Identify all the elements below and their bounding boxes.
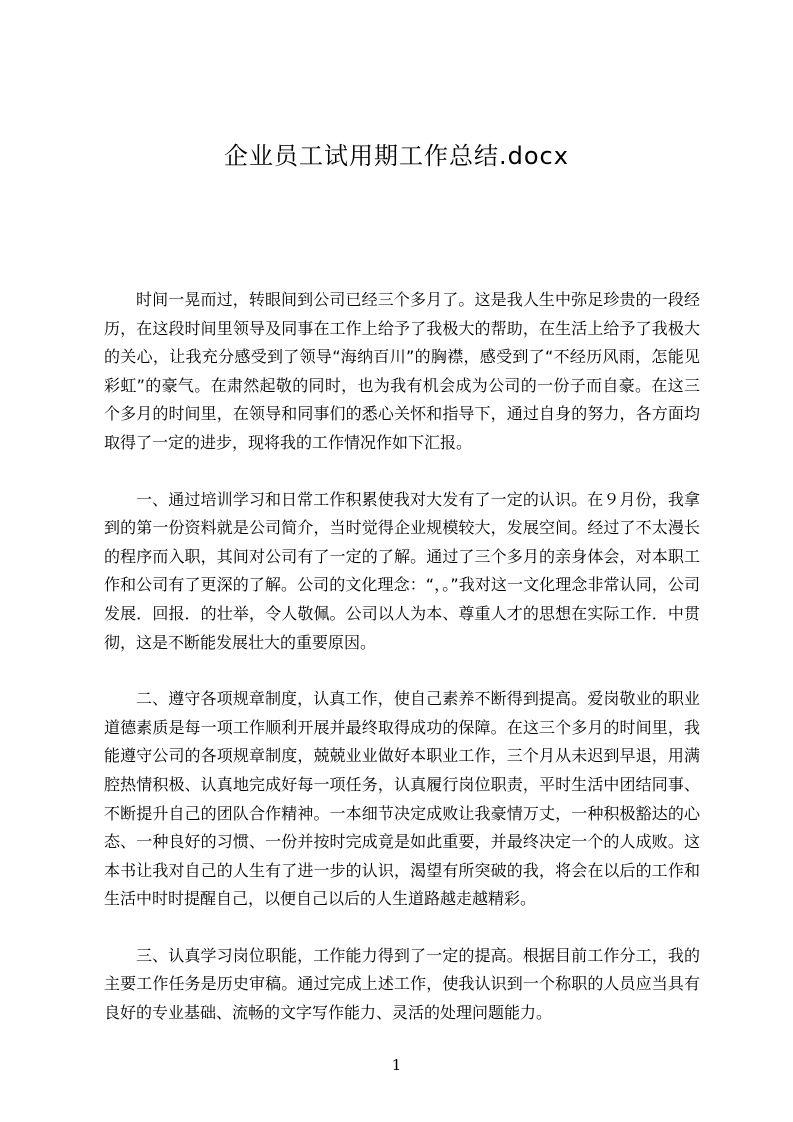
document-body [104,286,700,1056]
paragraph-section-2: 二、遵守各项规章制度，认真工作，使自己素养不断得到提高。爱岗敬业的职业道德素质是每一项工作顺利开展并最终取得成功的保障。在这三个多月的时间里，我能遵守公司的各项规章制度，兢兢业业做好本职业工作，三个月从未迟到早退，用满腔热情积极、认真地完成好每一项任务，认真履行岗位职责，平时生活中团结同事、不断提升自己的团队合作精神。一本细节决定成败让我豪情万丈，一种积极豁达的心态、一种良好的习惯、一份并按时完成竟是如此重要，并最终决定一个的人成败。这本书让我对自己的人生有了进一步的认识，渴望有所突破的我，将会在以后的工作和生活中时时提醒自己，以便自己以后的人生道路越走越精彩。 [104,689,700,909]
page-title: 企业员工试用期工作总结.docx [224,142,569,170]
page-number: 1 [391,1056,402,1074]
paragraph-intro: 时间一晃而过，转眼间到公司已经三个多月了。这是我人生中弥足珍贵的一段经历，在这段时间里领导及同事在工作上给予了我极大的帮助，在生活上给予了我极大的关心，让我充分感受到了领导“海纳百川”的胸襟，感受到了“不经历风雨，怎能见彩虹”的豪气。在肃然起敬的同时，也为我有机会成为公司的一份子而自豪。在这三个多月的时间里，在领导和同事们的悉心关怀和指导下，通过自身的努力，各方面均取得了一定的进步，现将我的工作情况作如下汇报。 [104,290,700,452]
paragraph-section-3: 三、认真学习岗位职能，工作能力得到了一定的提高。根据目前工作分工，我的主要工作任务是历史审稿。通过完成上述工作，使我认识到一个称职的人员应当具有良好的专业基础、流畅的文字写作能力、灵活的处理问题能力。 [104,945,700,1023]
paragraph-section-1: 一、通过培训学习和日常工作积累使我对大发有了一定的认识。在９月份，我拿到的第一份资料就是公司简介，当时觉得企业规模较大，发展空间。经过了不太漫长的程序而入职，其间对公司有了一定的了解。通过了三个多月的亲身体会，对本职工作和公司有了更深的了解。公司的文化理念：“，。”我对这一文化理念非常认同，公司发展．回报．的壮举，令人敬佩。公司以人为本、尊重人才的思想在实际工作．中贯彻，这是不断能发展壮大的重要原因。 [104,489,700,652]
